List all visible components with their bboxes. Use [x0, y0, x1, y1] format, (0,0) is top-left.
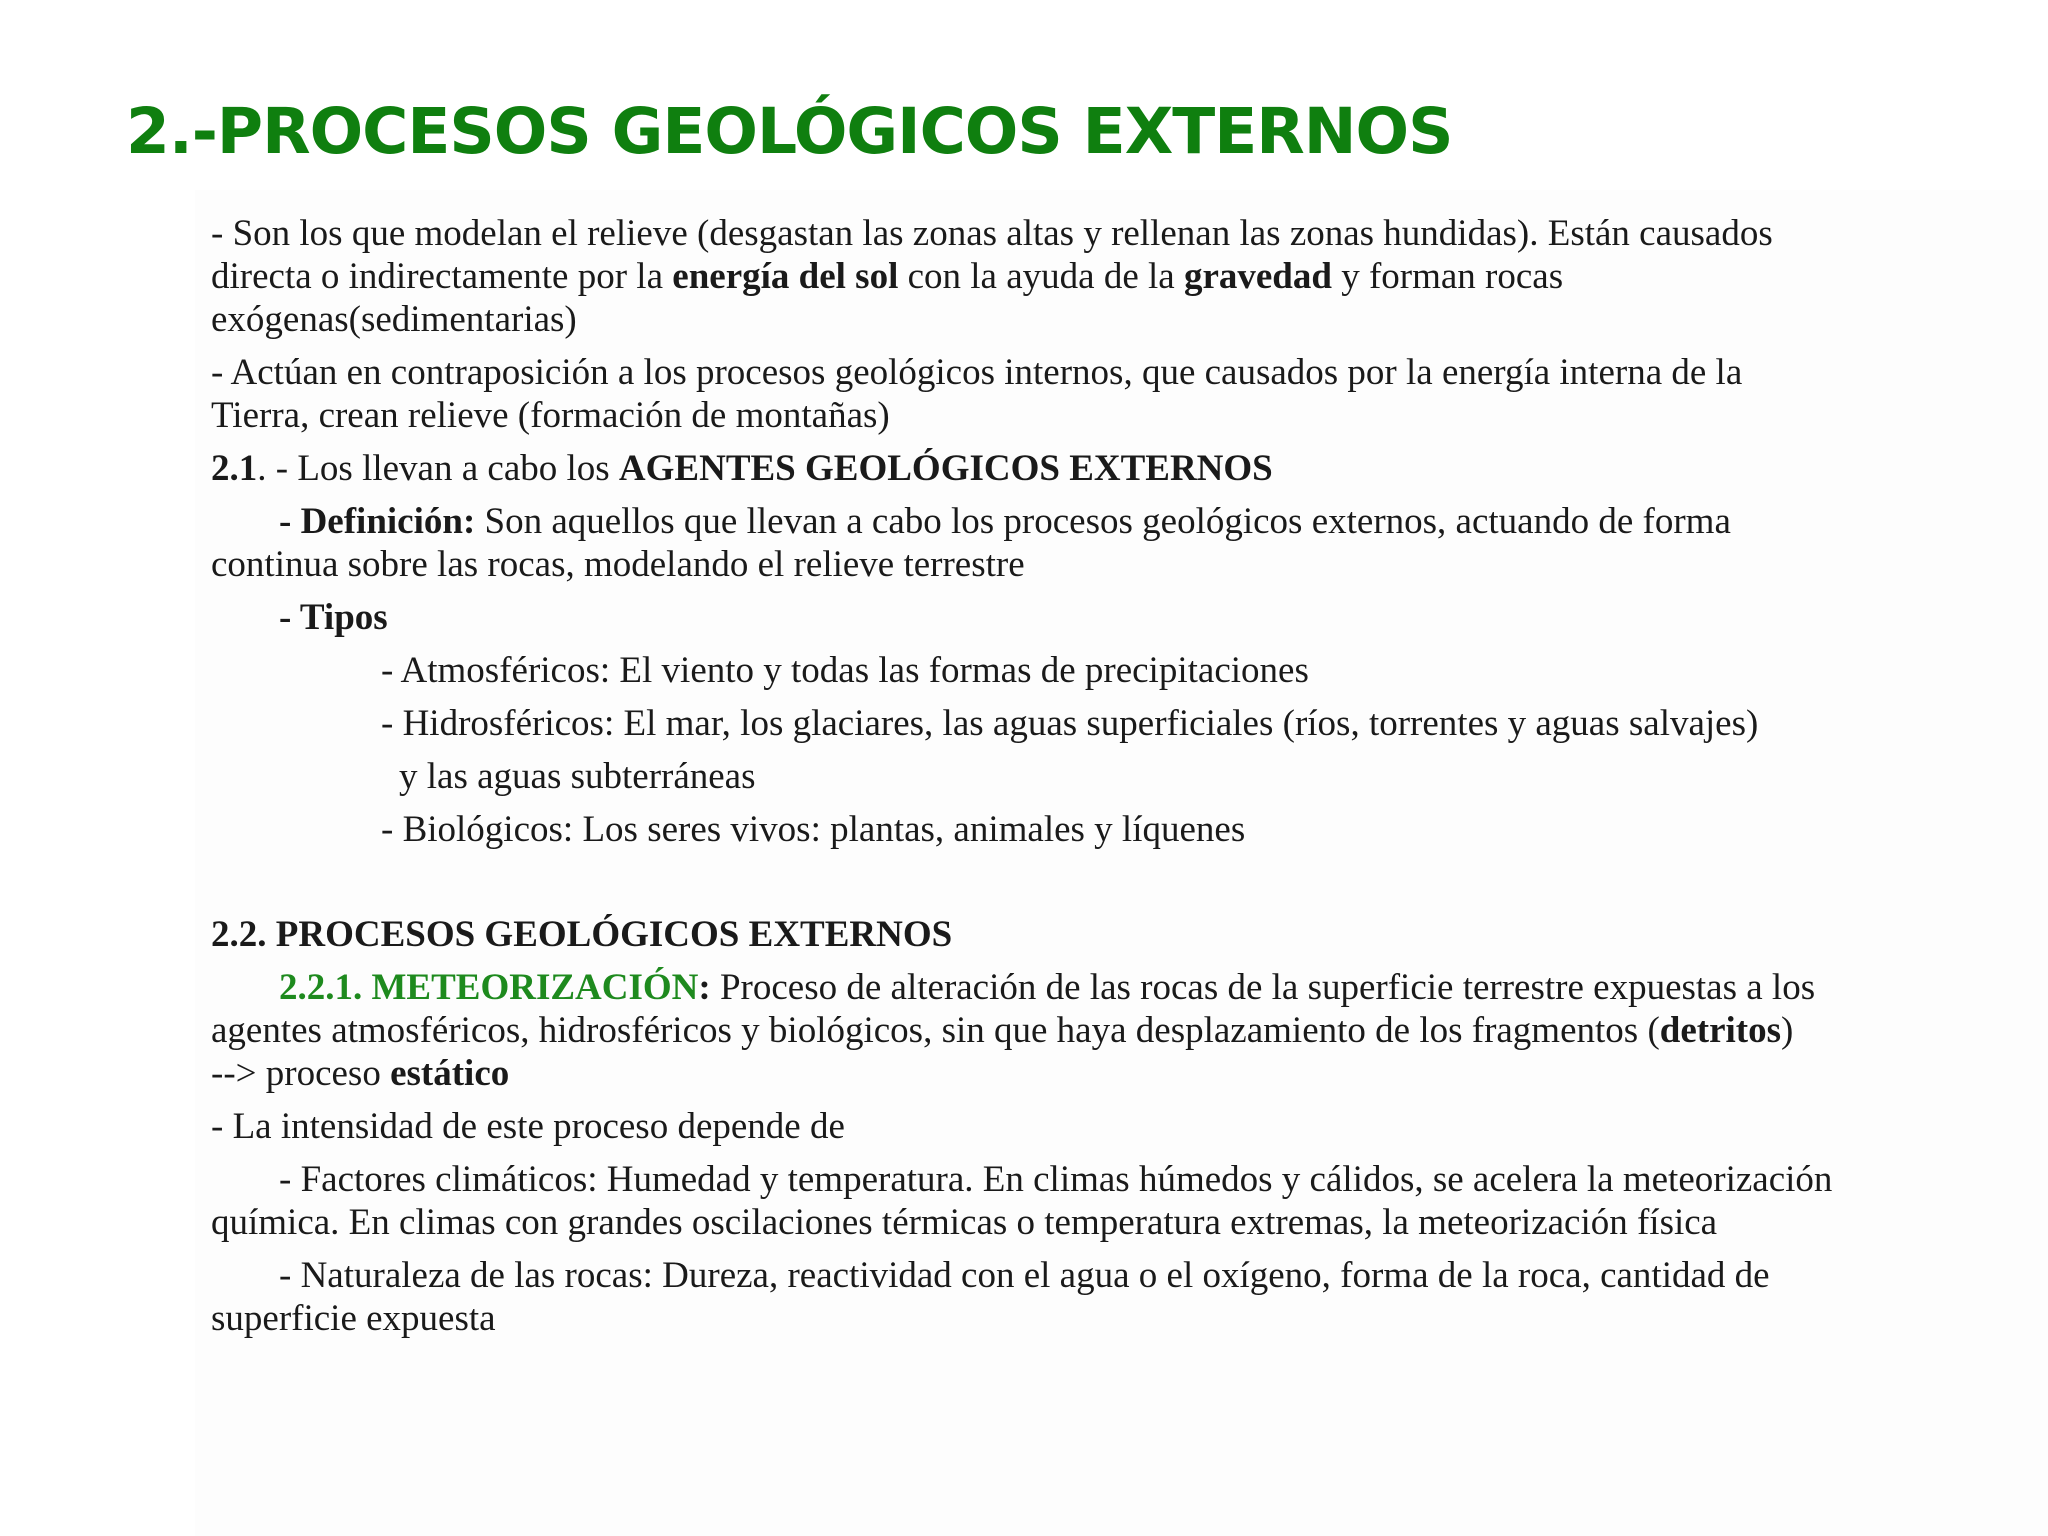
bold-term-estatico: estático	[390, 1053, 510, 1094]
text-line	[211, 500, 2011, 543]
bold-term-agentes: AGENTES GEOLÓGICOS EXTERNOS	[618, 448, 1273, 489]
definicion-block	[211, 500, 2011, 586]
section-2-2-heading: 2.2. PROCESOS GEOLÓGICOS EXTERNOS	[211, 914, 953, 955]
section-2-1-line	[211, 447, 2011, 490]
text-span: agentes atmosféricos, hidrosféricos y biológicos, sin que haya desplazamiento de los fragmentos (	[211, 1010, 1660, 1051]
text-line: continua sobre las rocas, modelando el relieve terrestre	[211, 544, 1025, 585]
text-line: - Naturaleza de las rocas: Dureza, reactividad con el agua o el oxígeno, forma de la roca, cantidad de	[279, 1255, 1770, 1296]
tipo-hidrosfericos-cont: y las aguas subterráneas	[399, 756, 756, 797]
text-span: con la ayuda de la	[898, 256, 1184, 297]
text-span: )	[1781, 1010, 1794, 1051]
text-span: Son aquellos que llevan a cabo los procesos geológicos externos, actuando de forma	[475, 501, 1731, 542]
tipo-biologicos: - Biológicos: Los seres vivos: plantas, animales y líquenes	[381, 809, 1246, 850]
text-line: - Son los que modelan el relieve (desgastan las zonas altas y rellenan las zonas hundidas). Están causados	[211, 213, 1773, 254]
tipo-hidrosfericos: - Hidrosféricos: El mar, los glaciares, las aguas superficiales (ríos, torrentes y aguas salvajes)	[381, 703, 1759, 744]
tipos-label: - Tipos	[279, 597, 388, 638]
tipo-atmosfericos: - Atmosféricos: El viento y todas las formas de precipitaciones	[381, 650, 1309, 691]
text-span: y forman rocas	[1331, 256, 1564, 297]
text-line: química. En climas con grandes oscilaciones térmicas o temperatura extremas, la meteorización física	[211, 1202, 1718, 1243]
paragraph-definition-processes	[211, 212, 2011, 341]
text-line	[211, 1009, 2011, 1052]
slide-body	[211, 212, 2011, 1340]
text-line	[211, 966, 2011, 1009]
section-number: 2.1	[211, 448, 258, 489]
text-span: . - Los llevan a cabo los	[257, 448, 619, 489]
bold-term-energia-del-sol: energía del sol	[672, 256, 899, 297]
naturaleza-rocas-block	[211, 1254, 2011, 1340]
text-span: Proceso de alteración de las rocas de la superficie terrestre expuestas a los	[710, 967, 1816, 1008]
text-line: superficie expuesta	[211, 1298, 496, 1339]
bold-term-gravedad: gravedad	[1183, 256, 1332, 297]
definicion-label: - Definición:	[279, 501, 476, 542]
text-line	[211, 255, 2011, 298]
meteorizacion-block	[211, 966, 2011, 1095]
meteorizacion-label: 2.2.1. METEORIZACIÓN	[279, 967, 699, 1008]
factores-climaticos-block	[211, 1158, 2011, 1244]
text-line: exógenas(sedimentarias)	[211, 299, 577, 340]
bold-term-detritos: detritos	[1659, 1010, 1782, 1051]
text-span: :	[698, 967, 711, 1008]
text-line: Tierra, crean relieve (formación de montañas)	[211, 395, 890, 436]
text-span: directa o indirectamente por la	[211, 256, 673, 297]
intensidad-line: - La intensidad de este proceso depende de	[211, 1106, 845, 1147]
text-line	[211, 1052, 2011, 1095]
slide-title: 2.-PROCESOS GEOLÓGICOS EXTERNOS	[126, 95, 1453, 168]
text-span: --> proceso	[211, 1053, 391, 1094]
paragraph-contraposicion	[211, 351, 2011, 437]
text-line: - Factores climáticos: Humedad y temperatura. En climas húmedos y cálidos, se acelera la meteorización	[279, 1159, 1833, 1200]
text-line: - Actúan en contraposición a los procesos geológicos internos, que causados por la energía interna de la	[211, 352, 1743, 393]
